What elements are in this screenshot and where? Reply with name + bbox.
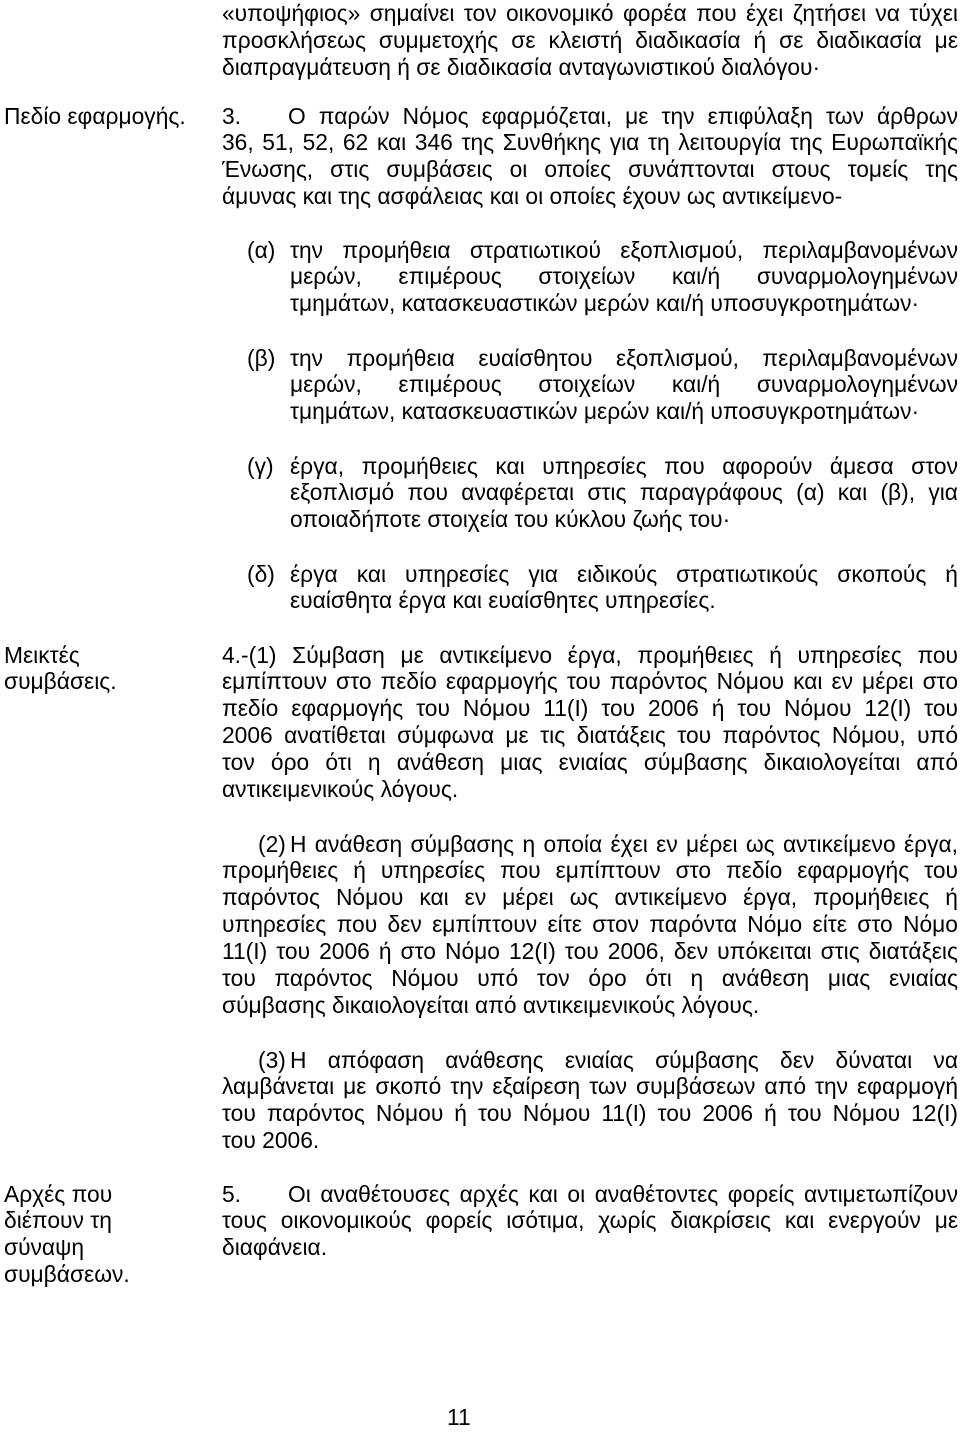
- text-line: «υποψήφιος» σημαίνει τον οικονομικό φορέα που έχει ζητήσει να τύχει: [222, 0, 958, 26]
- text-line: τους οικονομικούς φορείς ισότιμα, χωρίς διακρίσεις και ενεργούν με: [222, 1207, 958, 1234]
- list-item-alpha: [222, 237, 958, 318]
- text-line: του παρόντος Νόμου ή του Νόμου 11(Ι) του 2006 ή του Νόμου 12(Ι): [222, 1100, 958, 1127]
- section-number: 4.-(1): [222, 641, 277, 668]
- text-line: έργα, προμήθειες και υπηρεσίες που αφορούν άμεσα στον: [290, 452, 958, 479]
- paragraph-label: (2): [258, 830, 286, 857]
- list-item-label: (δ): [247, 560, 275, 587]
- text-line: προμήθειες ή υπηρεσίες που εμπίπτουν στο πεδίο εφαρμογής του: [222, 857, 958, 884]
- list-item-label: (β): [247, 344, 276, 371]
- margin-note-line: Αρχές που: [4, 1180, 113, 1207]
- text-line: οποιαδήποτε στοιχεία του κύκλου ζωής του·: [290, 506, 731, 533]
- text-line: παρόντος Νόμου και εν μέρει ως αντικείμενο έργα, προμήθειες ή: [222, 884, 958, 911]
- text-line-content: Σύμβαση με αντικείμενο έργα, προμήθειες ή υπηρεσίες που: [292, 641, 958, 668]
- margin-note-line: σύναψη: [4, 1234, 85, 1261]
- text-line: μερών, επιμέρους στοιχείων και/ή συναρμολογημένων: [290, 263, 958, 290]
- text-line: σύμβασης δικαιολογείται από αντικειμενικούς λόγους.: [222, 991, 760, 1018]
- section-number: 5.: [222, 1180, 242, 1207]
- text-line: λαμβάνεται με σκοπό την εξαίρεση των συμβάσεων από την εφαρμογή: [222, 1073, 958, 1100]
- text-line: Ο παρών Νόμος εφαρμόζεται, με την επιφύλαξη των άρθρων: [288, 102, 958, 129]
- margin-note-scope: [4, 103, 204, 130]
- text-line: άμυνας και της ασφάλειας και οι οποίες έχουν ως αντικείμενο-: [222, 183, 843, 210]
- section-4-paragraph-2: [222, 831, 958, 1019]
- text-line: την προμήθεια ευαίσθητου εξοπλισμού, περιλαμβανομένων: [290, 344, 958, 371]
- paragraph-label: (3): [258, 1046, 286, 1073]
- section-4-paragraph-1: [222, 642, 958, 803]
- margin-note-line: Μεικτές: [4, 641, 80, 668]
- text-line: έργα και υπηρεσίες για ειδικούς στρατιωτικούς σκοπούς ή: [290, 560, 958, 587]
- section-5-paragraph: [222, 1181, 958, 1262]
- list-item-gamma: [222, 453, 958, 534]
- text-line: τμημάτων, κατασκευαστικών μερών και/ή υποσυγκροτημάτων·: [290, 290, 920, 317]
- section-3-paragraph: [222, 103, 958, 211]
- intro-paragraph: [222, 0, 958, 81]
- text-line: πεδίο εφαρμογής του Νόμου 11(Ι) του 2006 ή του Νόμου 12(Ι) του: [222, 695, 958, 722]
- text-line: του παρόντος Νόμου υπό τον όρο ότι η ανάθεση μιας ενιαίας: [222, 965, 958, 992]
- text-line: προσκλήσεως συμμετοχής σε κλειστή διαδικασία ή σε διαδικασία με: [222, 26, 958, 53]
- text-line: Οι αναθέτουσες αρχές και οι αναθέτοντες φορείς αντιμετωπίζουν: [288, 1180, 958, 1207]
- margin-note-mixed-contracts: [4, 642, 204, 696]
- text-line: διαφάνεια.: [222, 1234, 328, 1261]
- text-line: την προμήθεια στρατιωτικού εξοπλισμού, περιλαμβανομένων: [290, 236, 958, 263]
- text-line: διαπραγμάτευση ή σε διαδικασία ανταγωνιστικού διαλόγου·: [222, 53, 821, 80]
- text-line: Η απόφαση ανάθεσης ενιαίας σύμβασης δεν δύναται να: [290, 1046, 958, 1073]
- text-line: εμπίπτουν στο πεδίο εφαρμογής του παρόντος Νόμου και εν μέρει στο: [222, 668, 958, 695]
- text-line: [222, 642, 958, 669]
- text-line: τον όρο ότι η ανάθεση μιας ενιαίας σύμβασης δικαιολογείται από: [222, 749, 958, 776]
- margin-note-line: συμβάσεις.: [4, 668, 117, 695]
- margin-note-line: συμβάσεων.: [4, 1261, 130, 1288]
- text-line: 2006 ανατίθεται σύμφωνα με τις διατάξεις του παρόντος Νόμου, υπό: [222, 722, 958, 749]
- section-number: 3.: [222, 102, 242, 129]
- list-item-label: (α): [247, 236, 276, 263]
- text-line: τμημάτων, κατασκευαστικών μερών και/ή υποσυγκροτημάτων·: [290, 398, 920, 425]
- margin-note-principles: [4, 1181, 204, 1289]
- text-line: του 2006.: [222, 1127, 320, 1154]
- text-line: 11(Ι) του 2006 ή στο Νόμο 12(Ι) του 2006, δεν υπόκειται στις διατάξεις: [222, 938, 958, 965]
- page-number: 11: [447, 1404, 471, 1430]
- margin-note-line: διέπουν τη: [4, 1207, 112, 1234]
- margin-note-line: Πεδίο εφαρμογής.: [4, 102, 186, 129]
- text-line: μερών, επιμέρους στοιχείων και/ή συναρμολογημένων: [290, 371, 958, 398]
- list-item-label: (γ): [247, 452, 274, 479]
- list-item-beta: [222, 345, 958, 426]
- text-line: Η ανάθεση σύμβασης η οποία έχει εν μέρει ως αντικείμενο έργα,: [290, 830, 958, 857]
- text-line: εξοπλισμό που αναφέρεται στις παραγράφους (α) και (β), για: [290, 479, 958, 506]
- text-line: ευαίσθητα έργα και ευαίσθητες υπηρεσίες.: [290, 587, 716, 614]
- text-line: Ένωσης, στις συμβάσεις οι οποίες συνάπτονται στους τομείς της: [222, 156, 958, 183]
- text-line: αντικειμενικούς λόγους.: [222, 776, 459, 803]
- text-line: 36, 51, 52, 62 και 346 της Συνθήκης για τη λειτουργία της Ευρωπαϊκής: [222, 129, 958, 156]
- list-item-delta: [222, 561, 958, 615]
- section-4-paragraph-3: [222, 1047, 958, 1155]
- text-line: υπηρεσίες που δεν εμπίπτουν είτε στον παρόντα Νόμο είτε στο Νόμο: [222, 911, 958, 938]
